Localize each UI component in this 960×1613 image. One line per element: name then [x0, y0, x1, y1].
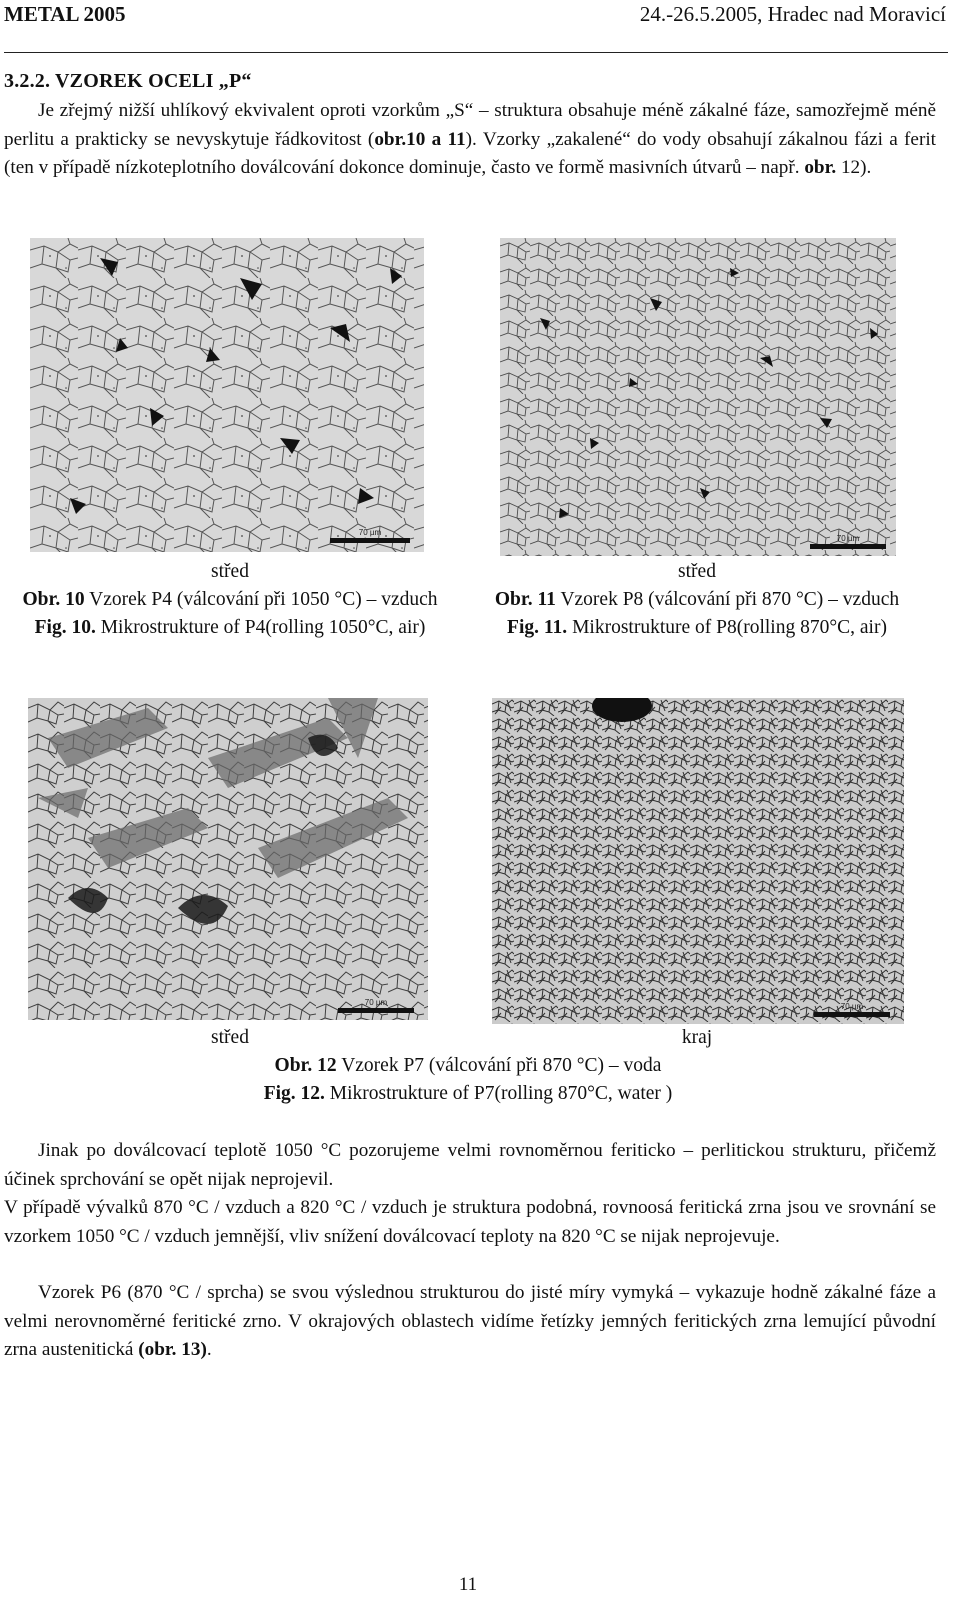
- body-ref-obr13: (obr. 13): [138, 1339, 207, 1360]
- fig10-label-cz: Obr. 10: [22, 589, 85, 610]
- body-text-1: Jinak po doválcovací teplotě 1050 °C pozorujeme velmi rovnoměrnou feriticko – perlitickou strukturu, přičemž účinek sprchování se opět nijak neprojevil.: [4, 1140, 936, 1190]
- fig11-text-cz: Vzorek P8 (válcování při 870 °C) – vzduch: [555, 589, 900, 610]
- caption-fig11: [466, 558, 928, 642]
- fig11-label-en: Fig. 11.: [507, 617, 568, 638]
- fig12-text-en: Mikrostrukture of P7(rolling 870°C, water ): [324, 1083, 673, 1104]
- micrograph-p8-grains: [500, 238, 896, 556]
- header-rule: [4, 52, 948, 53]
- fig10-text-cz: Vzorek P4 (válcování při 1050 °C) – vzduch: [84, 589, 438, 610]
- scale-bar-label: 70 µm: [836, 534, 860, 543]
- intro-ref-1: obr.10 a 11: [374, 128, 466, 150]
- micrograph-p4-grains: [30, 238, 424, 552]
- body-text-3-end: .: [206, 1339, 212, 1360]
- fig12-label-en: Fig. 12.: [263, 1083, 325, 1104]
- fig11-caption-cz: [466, 586, 928, 614]
- body-text-3: Vzorek P6 (870 °C / sprcha) se svou výslednou strukturou do jisté míry vymyká – vykazuje hodně zákalné fáze a velmi nerovnoměrné feritické zrno. V okrajových oblastech vidíme řetízky jemných feritických zrna lemující původní zrna austenitická: [4, 1282, 936, 1360]
- section-heading: 3.2.2. VZOREK OCELI „P“: [4, 70, 252, 92]
- micrograph-p7-edge: [492, 698, 904, 1024]
- micrograph-p4-center: [30, 238, 424, 552]
- fig12-caption-cz: [0, 1052, 936, 1080]
- fig12-position-edge: kraj: [681, 1027, 713, 1048]
- body-paragraph-3: [4, 1279, 936, 1365]
- fig12-text-cz: Vzorek P7 (válcování při 870 °C) – voda: [336, 1055, 662, 1076]
- page-number: 11: [458, 1574, 478, 1595]
- fig11-text-en: Mikrostrukture of P8(rolling 870°C, air): [567, 617, 887, 638]
- intro-text-1: Je zřejmý nižší uhlíkový ekvivalent oproti vzorkům „S“ – struktura obsahuje méně zákalné fáze, samozřejmě méně perlitu a prakticky se nevyskytuje řádkovitost (: [4, 100, 936, 150]
- fig11-caption-en: [466, 614, 928, 642]
- intro-text-3: 12).: [836, 157, 872, 178]
- fig10-label-en: Fig. 10.: [34, 617, 96, 638]
- scale-bar-label: 70 µm: [840, 1002, 864, 1011]
- fig12-caption-en: [0, 1080, 936, 1108]
- micrograph-p8-center: [500, 238, 896, 556]
- body-text-2: V případě vývalků 870 °C / vzduch a 820 °C / vzduch je struktura podobná, rovnoosá feritická zrna jsou ve srovnání se vzorkem 1050 °C / vzduch jemnější, vliv snížení doválcovací teploty na 820 °C se nijak neprojevuje.: [4, 1197, 936, 1247]
- scale-bar-label: 70 µm: [358, 528, 382, 537]
- caption-fig12: [0, 1052, 936, 1108]
- fig10-caption-en: [0, 614, 460, 642]
- fig11-position-label: střed: [678, 561, 716, 582]
- fig11-label-cz: Obr. 11: [494, 589, 556, 610]
- body-paragraph-2: [4, 1194, 936, 1251]
- intro-paragraph: [4, 97, 936, 183]
- conference-date-place: 24.-26.5.2005, Hradec nad Moravicí: [639, 2, 946, 26]
- fig10-position-label: střed: [211, 561, 249, 582]
- fig12-label-cz: Obr. 12: [274, 1055, 337, 1076]
- scale-bar-label: 70 µm: [364, 998, 388, 1007]
- fig10-caption-cz: [0, 586, 460, 614]
- intro-ref-2: obr.: [804, 157, 837, 178]
- conference-title: METAL 2005: [4, 2, 126, 26]
- body-paragraph-1: [4, 1137, 936, 1194]
- micrograph-p7-center: [28, 698, 428, 1020]
- caption-fig10: [0, 558, 460, 642]
- micrograph-p7-center-structure: [28, 698, 428, 1020]
- intro-text-2: ). Vzorky „zakalené“ do vody obsahují zákalnou fázi a ferit (ten v případě nízkoteplotního doválcování dokonce dominuje, často ve formě masivních útvarů – např.: [4, 128, 936, 178]
- fig10-text-en: Mikrostrukture of P4(rolling 1050°C, air): [95, 617, 426, 638]
- micrograph-p7-edge-structure: [492, 698, 904, 1024]
- fig12-position-center: střed: [211, 1027, 249, 1048]
